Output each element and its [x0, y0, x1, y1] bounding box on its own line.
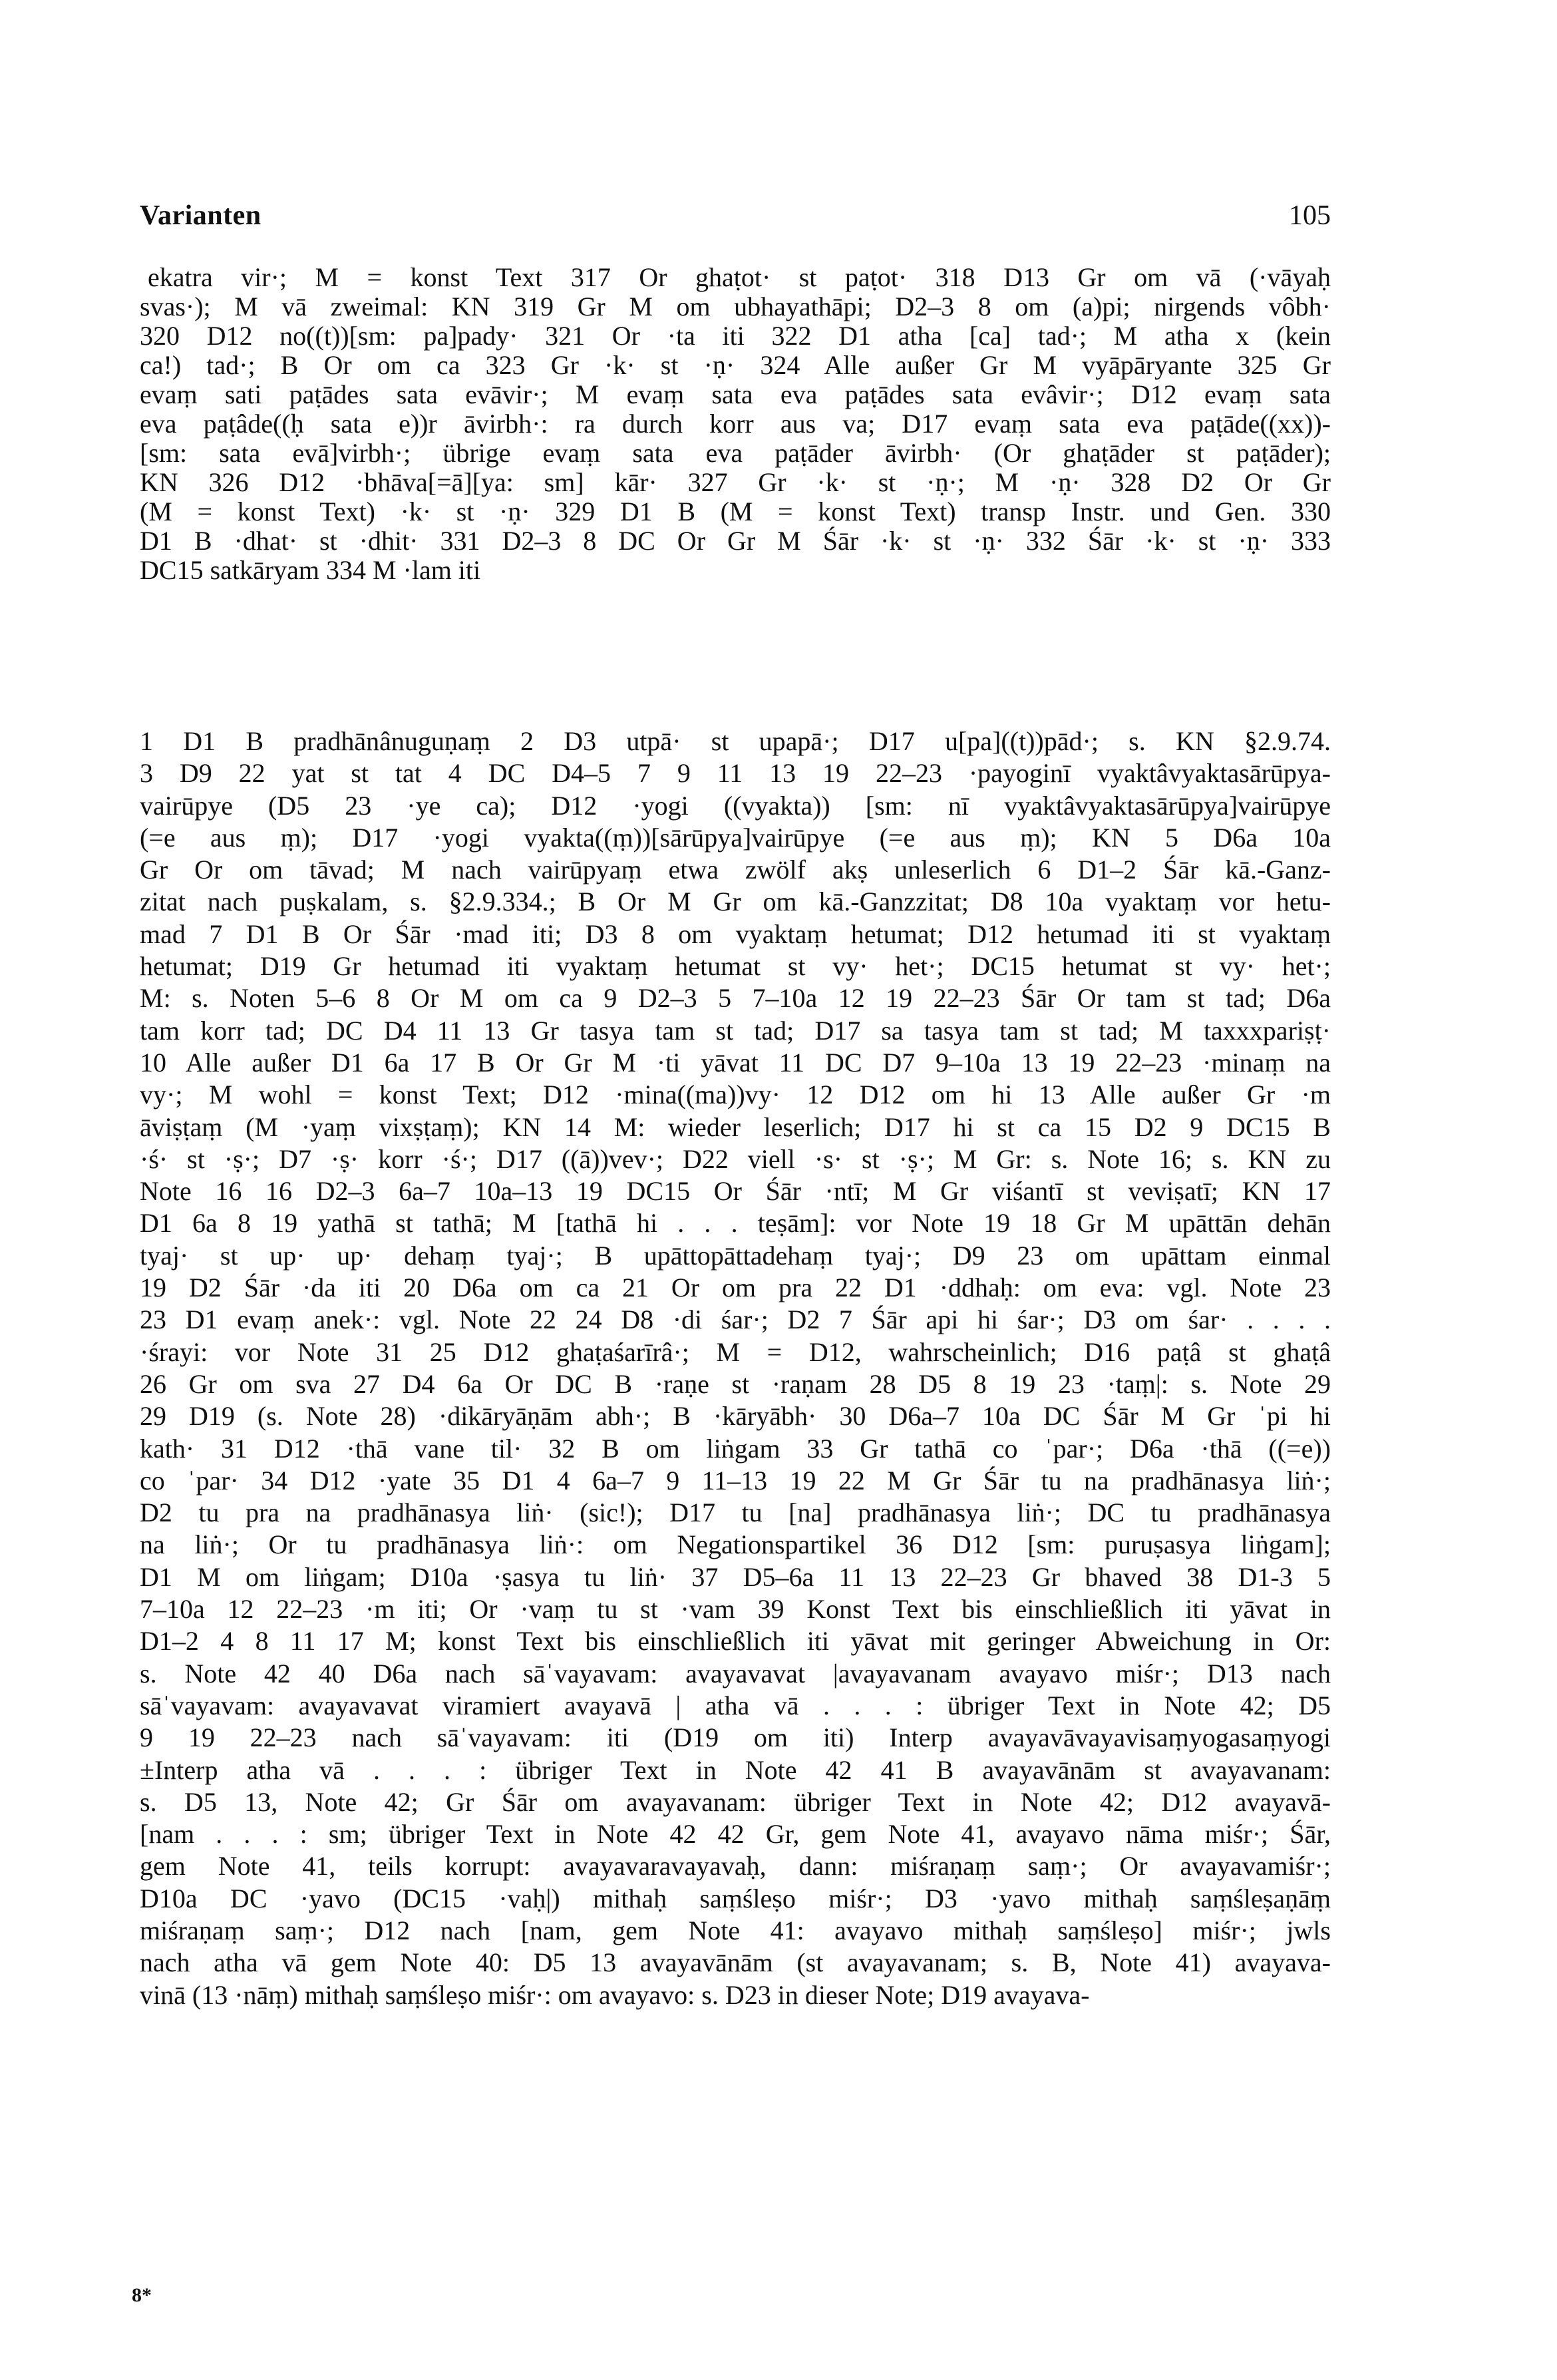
- text-line: D1 B ·dhat· st ·dhit· 331 D2–3 8 DC Or Gr M Śār ·k· st ·ṇ· 332 Śār ·k· st ·ṇ· 333: [140, 526, 1331, 556]
- text-line: DC15 satkāryam 334 M ·lam iti: [140, 556, 481, 585]
- text-line: D1 6a 8 19 yathā st tathā; M [tathā hi . . . teṣām]: vor Note 19 18 Gr M upāttān dehān: [140, 1208, 1331, 1239]
- text-line: ·śrayi: vor Note 31 25 D12 ghaṭaśarīrâ·; M = D12, wahrscheinlich; D16 paṭâ st ghaṭâ: [140, 1336, 1331, 1367]
- text-line: ·ś· st ·ṣ·; D7 ·ṣ· korr ·ś·; D17 ((ā))vev·; D22 viell ·s· st ·ṣ·; M Gr: s. Note 16; s. KN zu: [140, 1143, 1331, 1174]
- text-line: 1 D1 B pradhānânuguṇaṃ 2 D3 utpā· st upapā·; D17 u[pa]((t))pād·; s. KN §2.9.74.: [140, 726, 1331, 756]
- signature-mark: 8*: [132, 2284, 152, 2306]
- text-line: sāˈvayavam: avayavavat viramiert avayavā | atha vā . . . : übriger Text in Note 42; D5: [140, 1690, 1331, 1720]
- page-number: 105: [1289, 200, 1331, 231]
- text-line: D1 M om liṅgam; D10a ·ṣasya tu liṅ· 37 D5–6a 11 13 22–23 Gr bhaved 38 D1-3 5: [140, 1561, 1331, 1592]
- text-line: [nam . . . : sm; übriger Text in Note 42 42 Gr, gem Note 41, avayavo nāma miśr·; Śār,: [140, 1819, 1331, 1850]
- text-line: D1–2 4 8 11 17 M; konst Text bis einschließlich iti yāvat mit geringer Abweichung in Or:: [140, 1626, 1331, 1657]
- text-line: na liṅ·; Or tu pradhānasya liṅ·: om Negationspartikel 36 D12 [sm: puruṣasya liṅgam];: [140, 1529, 1331, 1560]
- text-line: (=e aus ṃ); D17 ·yogi vyakta((ṃ))[sārūpya]vairūpye (=e aus ṃ); KN 5 D6a 10a: [140, 822, 1331, 853]
- text-line: vy·; M wohl = konst Text; D12 ·mina((ma))vy· 12 D12 om hi 13 Alle außer Gr ·m: [140, 1080, 1331, 1110]
- text-line: vairūpye (D5 23 ·ye ca); D12 ·yogi ((vyakta)) [sm: nī vyaktâvyaktasārūpya]vairūpye: [140, 790, 1331, 821]
- text-line: ca!) tad·; B Or om ca 323 Gr ·k· st ·ṇ· 324 Alle außer Gr M vyāpāryante 325 Gr: [140, 351, 1331, 380]
- text-line: vinā (13 ·nāṃ) mithaḥ saṃśleṣo miśr·: om avayavo: s. D23 in dieser Note; D19 avayava-: [140, 1979, 1090, 2010]
- text-line: M: s. Noten 5–6 8 Or M om ca 9 D2–3 5 7–10a 12 19 22–23 Śār Or tam st tad; D6a: [140, 983, 1331, 1014]
- text-line: s. Note 42 40 D6a nach sāˈvayavam: avayavavat |avayavanam avayavo miśr·; D13 nach: [140, 1658, 1331, 1688]
- text-line: ±Interp atha vā . . . : übriger Text in Note 42 41 B avayavānām st avayavanam:: [140, 1754, 1331, 1785]
- text-line: 3 D9 22 yat st tat 4 DC D4–5 7 9 11 13 19 22–23 ·payoginī vyaktâvyaktasārūpya-: [140, 758, 1331, 789]
- variant-notes-continued: [140, 263, 1331, 585]
- text-line: [sm: sata evā]virbh·; übrige evaṃ sata eva paṭāder āvirbh· (Or ghaṭāder st paṭāder);: [140, 439, 1331, 468]
- text-line: D10a DC ·yavo (DC15 ·vaḥ|) mithaḥ saṃśleṣo miśr·; D3 ·yavo mithaḥ saṃśleṣaṇāṃ: [140, 1883, 1331, 1913]
- text-line: (M = konst Text) ·k· st ·ṇ· 329 D1 B (M = konst Text) transp Instr. und Gen. 330: [140, 497, 1331, 526]
- text-line: Note 16 16 D2–3 6a–7 10a–13 19 DC15 Or Śār ·ntī; M Gr viśantī st veviṣatī; KN 17: [140, 1176, 1331, 1207]
- text-line: co ˈpar· 34 D12 ·yate 35 D1 4 6a–7 9 11–13 19 22 M Gr Śār tu na pradhānasya liṅ·;: [140, 1465, 1331, 1495]
- text-line: tyaj· st up· up· dehaṃ tyaj·; B upāttopāttadehaṃ tyaj·; D9 23 om upāttam einmal: [140, 1240, 1331, 1271]
- text-line: 9 19 22–23 nach sāˈvayavam: iti (D19 om iti) Interp avayavāvayavisaṃyogasaṃyogi: [140, 1722, 1331, 1753]
- text-line: hetumat; D19 Gr hetumad iti vyaktaṃ hetumat st vy· het·; DC15 hetumat st vy· het·;: [140, 951, 1331, 982]
- text-line: mad 7 D1 B Or Śār ·mad iti; D3 8 om vyaktaṃ hetumat; D12 hetumad iti st vyaktaṃ: [140, 918, 1331, 949]
- text-line: tam korr tad; DC D4 11 13 Gr tasya tam st tad; D17 sa tasya tam st tad; M taxxxpariṣṭ·: [140, 1015, 1331, 1046]
- text-line: Gr Or om tāvad; M nach vairūpyaṃ etwa zwölf akṣ unleserlich 6 D1–2 Śār kā.-Ganz-: [140, 855, 1331, 885]
- variant-notes-main: [140, 725, 1331, 2011]
- text-line: āviṣṭaṃ (M ·yaṃ vixṣṭaṃ); KN 14 M: wieder leserlich; D17 hi st ca 15 D2 9 DC15 B: [140, 1111, 1331, 1142]
- page-header: [140, 200, 1331, 240]
- text-line: KN 326 D12 ·bhāva[=ā][ya: sm] kār· 327 Gr ·k· st ·ṇ·; M ·ṇ· 328 D2 Or Gr: [140, 468, 1331, 497]
- text-line: nach atha vā gem Note 40: D5 13 avayavānām (st avayavanam; s. B, Note 41) avayava-: [140, 1947, 1331, 1978]
- text-line: D2 tu pra na pradhānasya liṅ· (sic!); D17 tu [na] pradhānasya liṅ·; DC tu pradhānasya: [140, 1497, 1331, 1528]
- text-line: evaṃ sati paṭādes sata evāvir·; M evaṃ sata eva paṭādes sata evâvir·; D12 evaṃ sata: [140, 380, 1331, 409]
- text-line: s. D5 13, Note 42; Gr Śār om avayavanam: übriger Text in Note 42; D12 avayavā-: [140, 1786, 1331, 1817]
- text-line: miśraṇaṃ saṃ·; D12 nach [nam, gem Note 41: avayavo mithaḥ saṃśleṣo] miśr·; jwls: [140, 1915, 1331, 1945]
- text-line: 26 Gr om sva 27 D4 6a Or DC B ·raṇe st ·raṇam 28 D5 8 19 23 ·taṃ|: s. Note 29: [140, 1368, 1331, 1399]
- text-line: 19 D2 Śār ·da iti 20 D6a om ca 21 Or om pra 22 D1 ·ddhaḥ: om eva: vgl. Note 23: [140, 1273, 1331, 1303]
- text-line: 7–10a 12 22–23 ·m iti; Or ·vaṃ tu st ·vam 39 Konst Text bis einschließlich iti yāvat in: [140, 1594, 1331, 1625]
- text-line: zitat nach puṣkalam, s. §2.9.334.; B Or M Gr om kā.-Ganzzitat; D8 10a vyaktaṃ vor hetu-: [140, 887, 1331, 917]
- text-line: eva paṭâde((ḥ sata e))r āvirbh·: ra durch korr aus va; D17 evaṃ sata eva paṭāde((xx))-: [140, 409, 1331, 439]
- text-line: kath· 31 D12 ·thā vane til· 32 B om liṅgam 33 Gr tathā co ˈpar·; D6a ·thā ((=e)): [140, 1433, 1331, 1464]
- text-line: svas·); M vā zweimal: KN 319 Gr M om ubhayathāpi; D2–3 8 om (a)pi; nirgends vôbh·: [140, 292, 1331, 321]
- text-line: ekatra vir·; M = konst Text 317 Or ghaṭot· st paṭot· 318 D13 Gr om vā (·vāyaḥ: [148, 263, 1331, 292]
- text-line: 10 Alle außer D1 6a 17 B Or Gr M ·ti yāvat 11 DC D7 9–10a 13 19 22–23 ·minaṃ na: [140, 1047, 1331, 1078]
- text-line: gem Note 41, teils korrupt: avayavaravayavaḥ, dann: miśraṇaṃ saṃ·; Or avayavamiśr·;: [140, 1851, 1331, 1882]
- text-line: 23 D1 evaṃ anek·: vgl. Note 22 24 D8 ·di śar·; D2 7 Śār api hi śar·; D3 om śar· . . . .: [140, 1304, 1331, 1335]
- text-line: 320 D12 no((t))[sm: pa]pady· 321 Or ·ta iti 322 D1 atha [ca] tad·; M atha x (kein: [140, 321, 1331, 351]
- running-title: Varianten: [140, 200, 261, 231]
- text-line: 29 D19 (s. Note 28) ·dikāryāṇām abh·; B ·kāryābh· 30 D6a–7 10a DC Śār M Gr ˈpi hi: [140, 1401, 1331, 1432]
